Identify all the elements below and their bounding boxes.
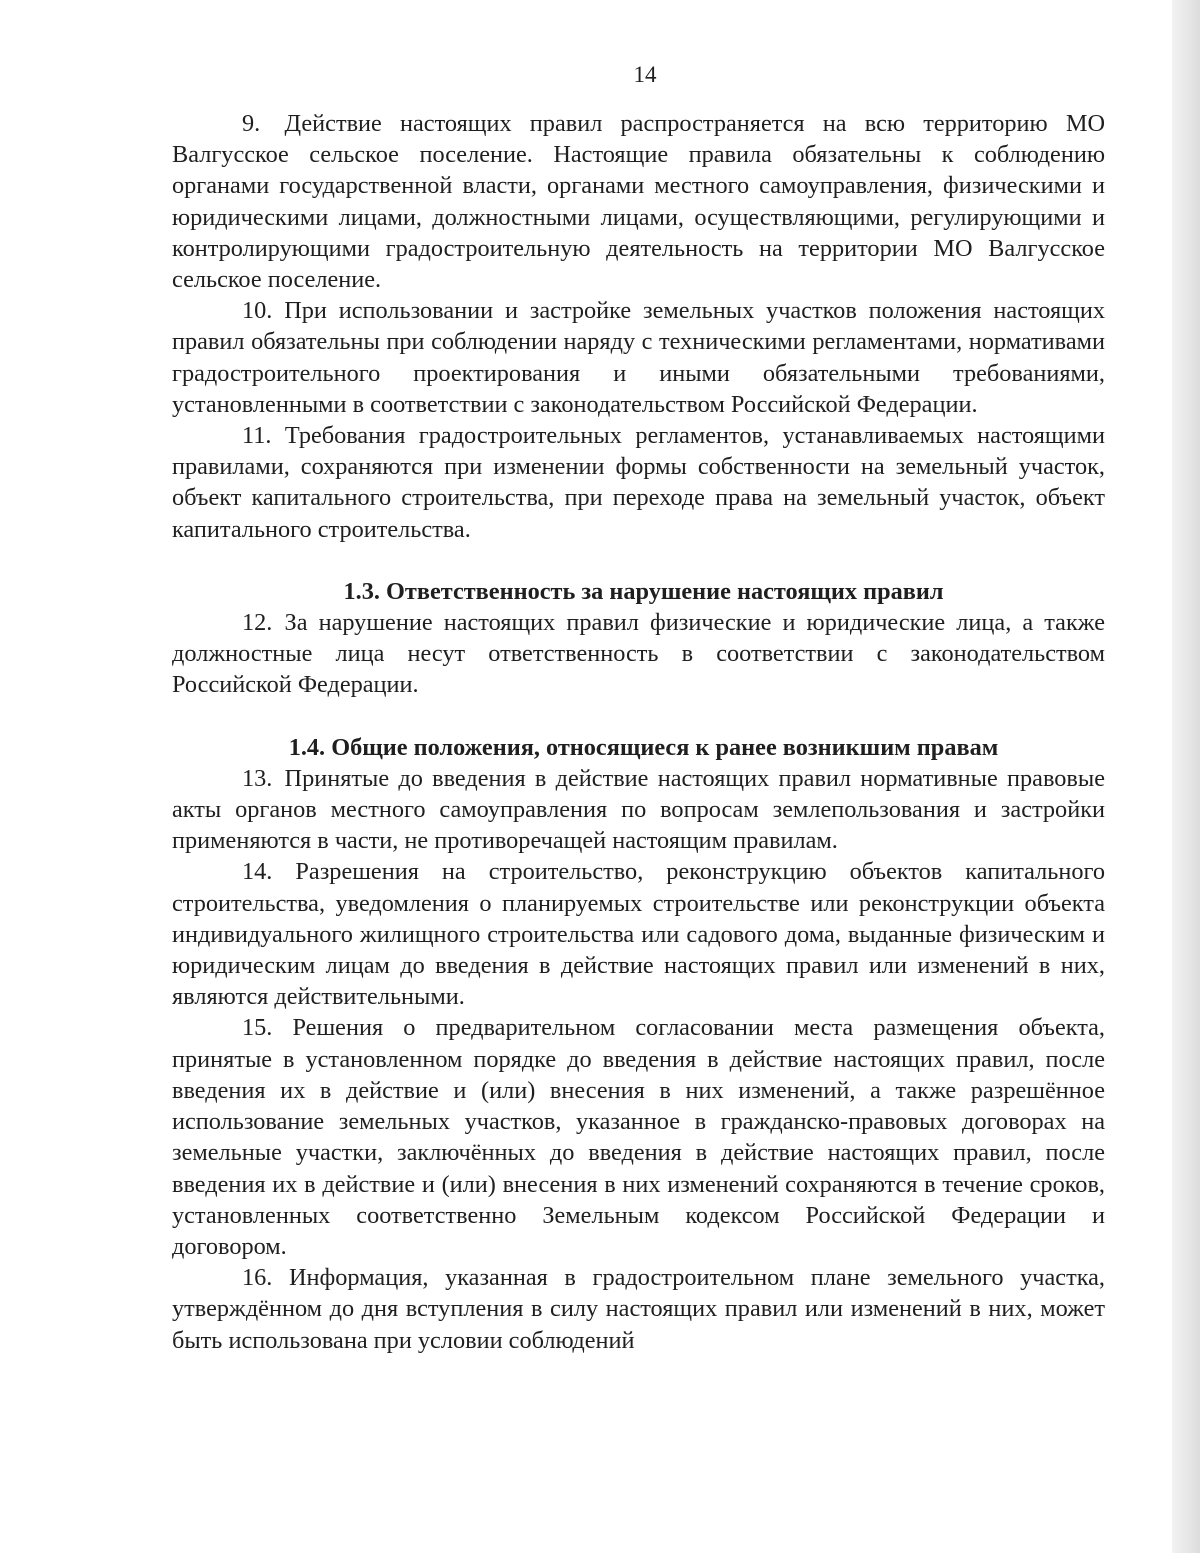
document-body [172, 108, 1105, 1356]
paragraph-16: 16. Информация, указанная в градостроительном плане земельного участка, утверждённом до дня вступления в силу настоящих правил или изменений в них, может быть использована при условии соблюдений [172, 1264, 1105, 1354]
paragraph-9: 9. Действие настоящих правил распространяется на всю территорию МО Валгусское сельское поселение. Настоящие правила обязательны к соблюдению органами государственной власти, органами местного самоуправления, физическими и юридическими лицами, должностными лицами, осуществляющими, регулирующими и контролирующими градостроительную деятельность на территории МО Валгусское сельское поселение. [172, 110, 1105, 294]
section-heading-1-4: 1.4. Общие положения, относящиеся к ранее возникшим правам [288, 733, 999, 761]
paragraph-10: 10. При использовании и застройке земельных участков положения настоящих правил обязательны при соблюдении наряду с техническими регламентами, нормативами градостроительного проектирования и иными обязательными требованиями, установленными в соответствии с законодательством Российской Федерации. [172, 297, 1105, 418]
paragraph-14: 14. Разрешения на строительство, реконструкцию объектов капитального строительства, уведомления о планируемых строительстве или реконструкции объекта индивидуального жилищного строительства или садового дома, выданные физическим и юридическим лицам до введения в действие настоящих правил или изменений в них, являются действительными. [172, 858, 1105, 1011]
scan-shadow-edge [1172, 0, 1200, 1553]
paragraph-12: 12. За нарушение настоящих правил физические и юридические лица, а также должностные лица несут ответственность в соответствии с законодательством Российской Федерации. [172, 609, 1105, 699]
paragraph-11: 11. Требования градостроительных регламентов, устанавливаемых настоящими правилами, сохраняются при изменении формы собственности на земельный участок, объект капитального строительства, при переходе права на земельный участок, объект капитального строительства. [172, 422, 1105, 543]
paragraph-13: 13. Принятые до введения в действие настоящих правил нормативные правовые акты органов местного самоуправления по вопросам землепользования и застройки применяются в части, не противоречащей настоящим правилам. [172, 764, 1105, 855]
page-number: 14 [633, 62, 657, 87]
paragraph-15: 15. Решения о предварительном согласовании места размещения объекта, принятые в установленном порядке до введения в действие настоящих правил, после введения их в действие и (или) внесения в них изменений, а также разрешённое использование земельных участков, указанное в гражданско-правовых договорах на земельные участки, заключённых до введения в действие настоящих правил, после введения их в действие и (или) внесения в них изменений сохраняются в течение сроков, установленных соответственно Земельным кодексом Российской Федерации и договором. [172, 1014, 1105, 1260]
section-heading-1-3: 1.3. Ответственность за нарушение настоящих правил [343, 577, 944, 605]
